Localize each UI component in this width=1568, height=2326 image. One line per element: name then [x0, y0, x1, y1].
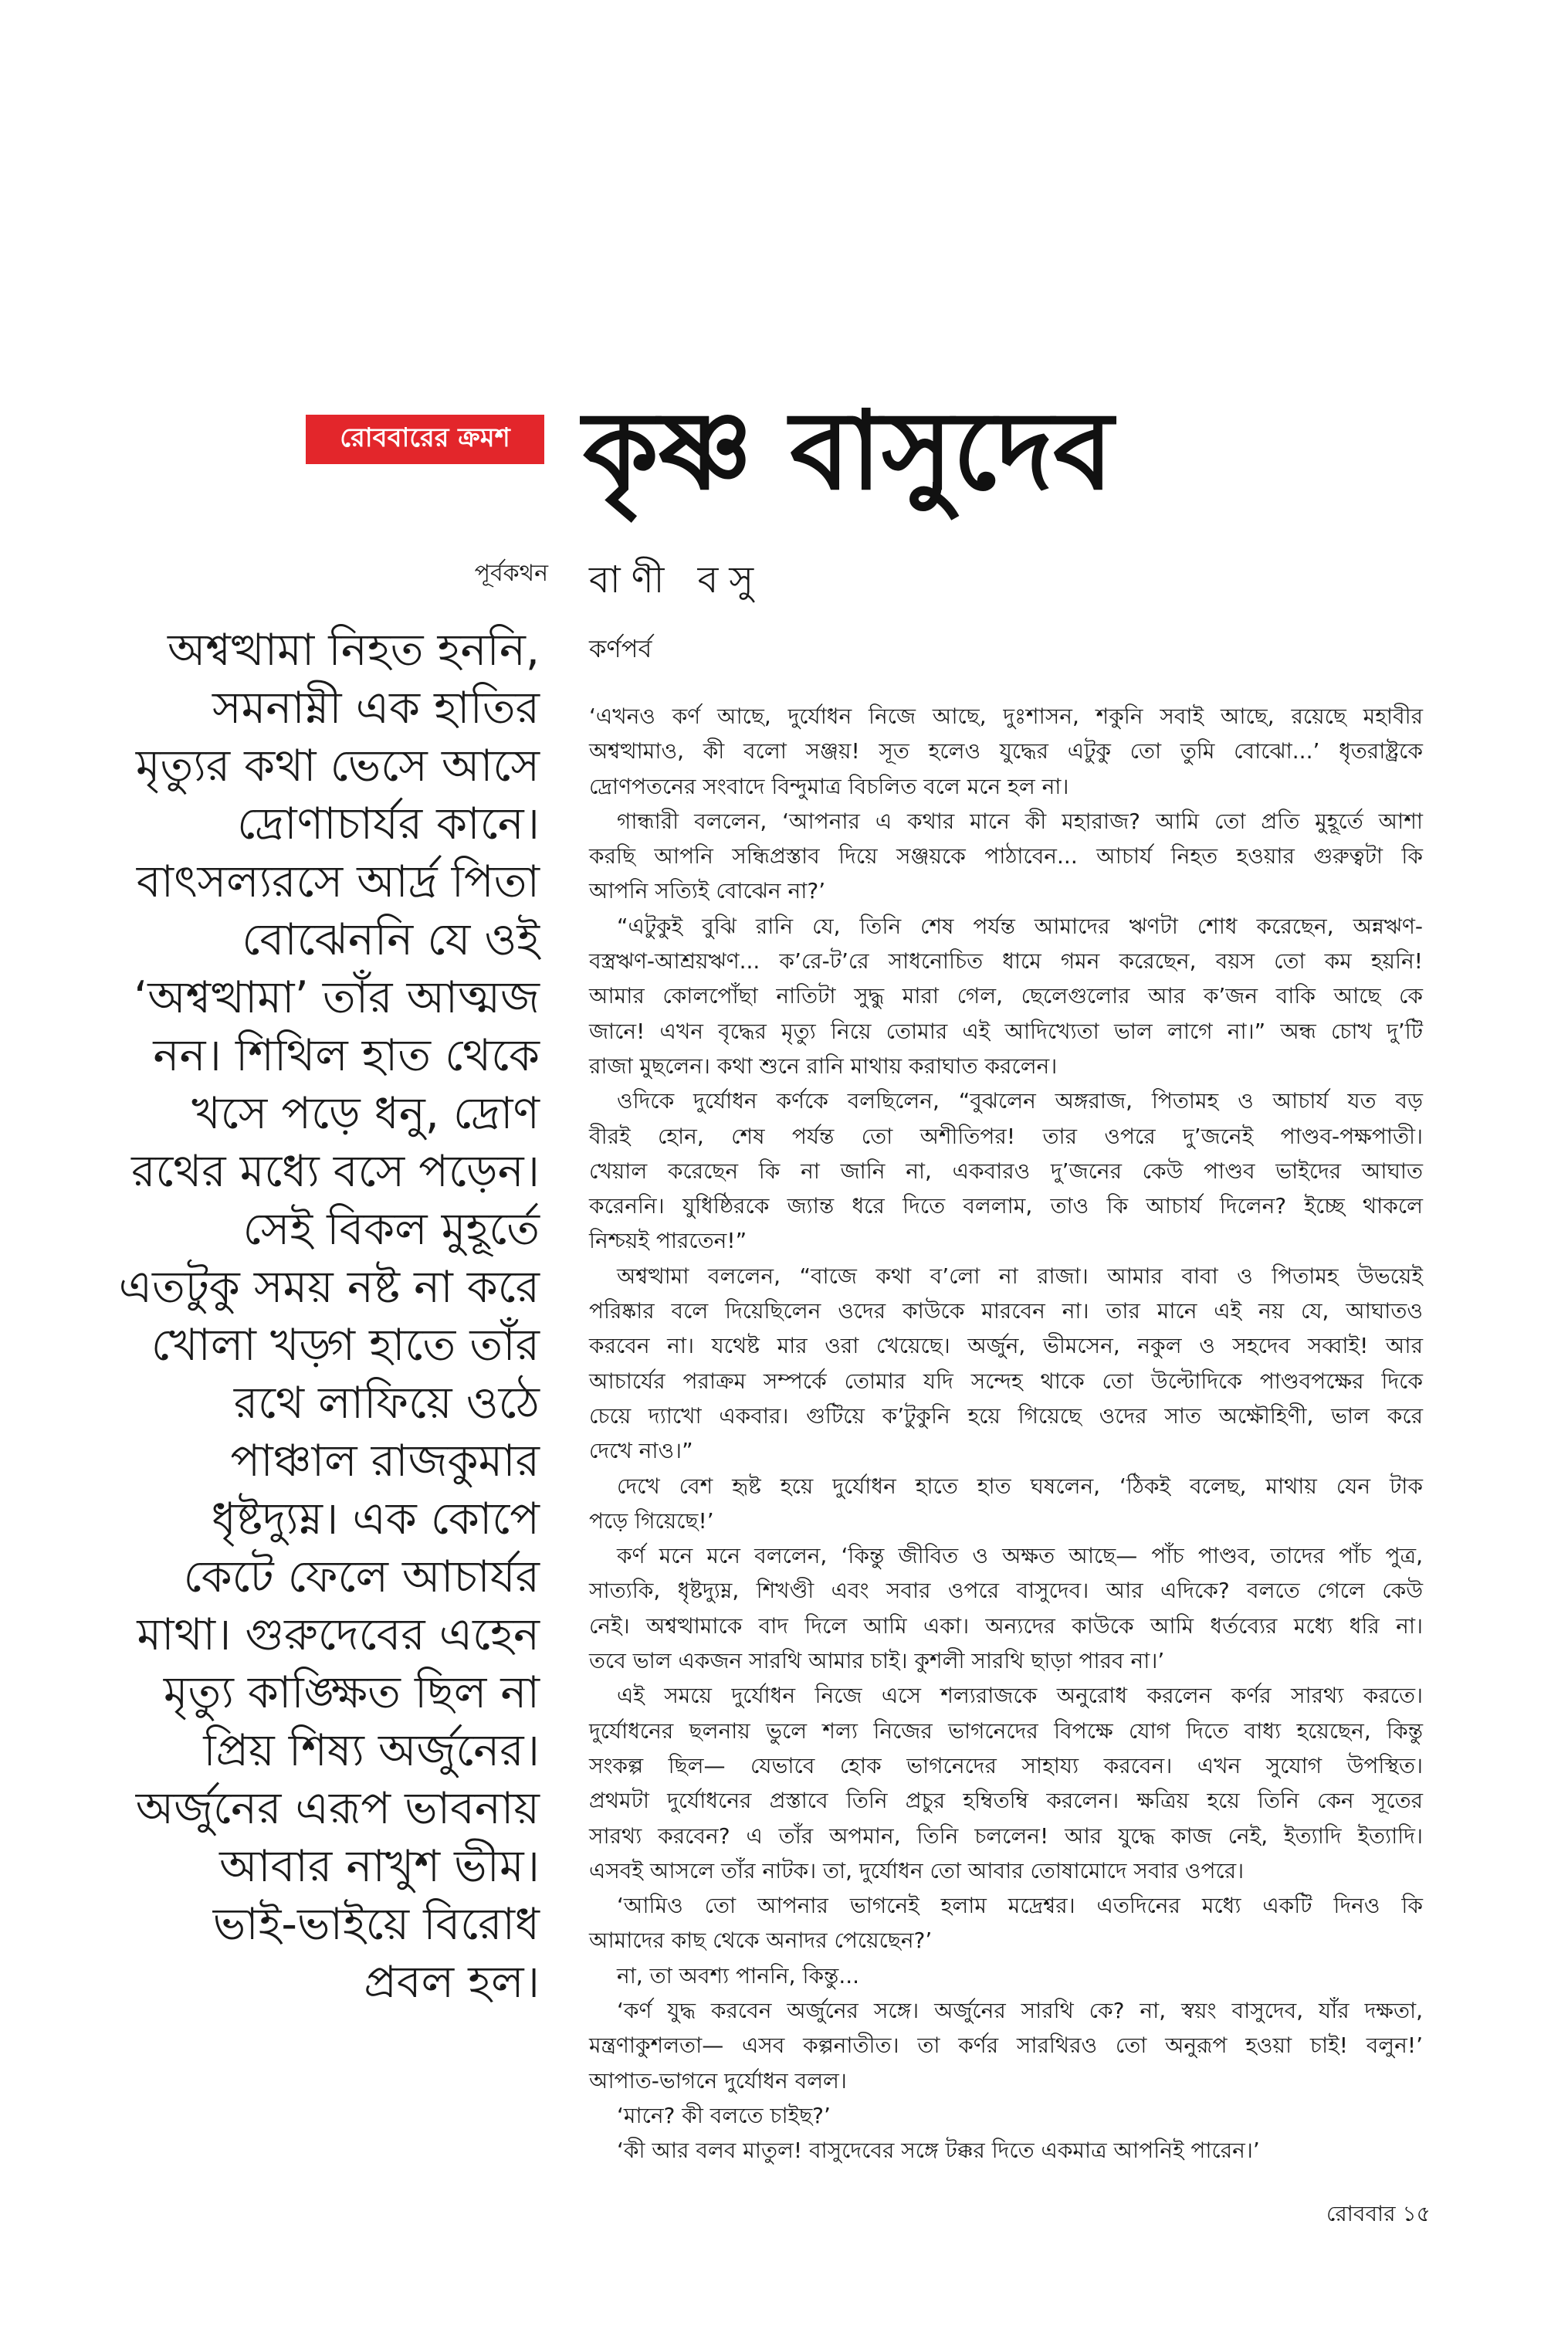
- paragraph: [589, 1469, 1423, 1539]
- pull-quote-line: এতটুকু সময় নষ্ট না করে: [118, 1262, 540, 1313]
- pull-quote-line: প্রবল হল।: [364, 1957, 540, 2008]
- text-line: ‘কী আর বলব মাতুল! বাসুদেবের সঙ্গে টক্কর দিতে একমাত্র আপনিই পারেন।’: [617, 2138, 1260, 2164]
- text-line: আমাদের কাছ থেকে অনাদর পেয়েছেন?’: [589, 1928, 933, 1954]
- page-folio: রোববার ১৫: [1326, 2201, 1431, 2226]
- text-line: অশ্বত্থামা বললেন, “বাজে কথা ব’লো না রাজা। আমার বাবা ও পিতামহ উভয়েই: [617, 1263, 1423, 1289]
- text-line: করেননি। যুধিষ্ঠিরকে জ্যান্ত ধরে দিতে বললাম, তাও কি আচার্য দিলেন? ইচ্ছে থাকলে: [589, 1193, 1423, 1219]
- text-line: বস্ত্রঋণ-আশ্রয়ঋণ... ক’রে-ট’রে সাধনোচিত ধামে গমন করেছেন, বয়স তো কম হয়নি!: [589, 948, 1423, 975]
- pull-quote-line: সেই বিকল মুহূর্তে: [242, 1204, 540, 1255]
- text-line: সাত্যকি, ধৃষ্টদ্যুম্ন, শিখণ্ডী এবং সবার ওপরে বাসুদেব। আর এদিকে? বলতে গেলে কেউ: [589, 1578, 1423, 1604]
- text-line: ‘আমিও তো আপনার ভাগনেই হলাম মদ্রেশ্বর। এতদিনের মধ্যে একটি দিনও কি: [617, 1893, 1423, 1919]
- paragraph: [589, 2098, 1423, 2133]
- text-line: এসবই আসলে তাঁর নাটক। তা, দুর্যোধন তো আবার তোষামোদে সবার ওপরে।: [589, 1857, 1245, 1884]
- text-line: দেখে বেশ হৃষ্ট হয়ে দুর্যোধন হাতে হাত ঘষলেন, ‘ঠিকই বলেছ, মাথায় যেন টাক: [617, 1473, 1423, 1499]
- pull-quote-line: বোঝেননি যে ওই: [242, 914, 540, 965]
- text-line: সারথ্য করবেন? এ তাঁর অপমান, তিনি চললেন! আর যুদ্ধে কাজ নেই, ইত্যাদি ইত্যাদি।: [589, 1822, 1423, 1849]
- paragraph: [589, 1958, 1423, 1993]
- text-line: আচার্যের পরাক্রম সম্পর্কে তোমার যদি সন্দেহ থাকে তো উল্টোদিকে পাণ্ডবপক্ষের দিকে: [589, 1368, 1423, 1394]
- text-line: ‘কর্ণ যুদ্ধ করবেন অর্জুনের সঙ্গে। অর্জুনের সারথি কে? না, স্বয়ং বাসুদেব, যাঁর দক্ষতা,: [617, 1997, 1423, 2023]
- text-line: কর্ণ মনে মনে বললেন, ‘কিন্তু জীবিত ও অক্ষত আছে— পাঁচ পাণ্ডব, তাদের পাঁচ পুত্র,: [617, 1543, 1423, 1569]
- pull-quote-line: খসে পড়ে ধনু, দ্রোণ: [191, 1088, 540, 1139]
- pull-quote-line: মৃত্যুর কথা ভেসে আসে: [135, 741, 540, 792]
- pull-quote: [107, 622, 540, 2012]
- text-line: অশ্বত্থামাও, কী বলো সঞ্জয়! সূত হলেও যুদ্ধের এটুকু তো তুমি বোঝো...’ ধৃতরাষ্ট্রকে: [589, 738, 1423, 765]
- text-line: গান্ধারী বললেন, ‘আপনার এ কথার মানে কী মহারাজ? আমি তো প্রতি মুহূর্তে আশা: [617, 808, 1423, 834]
- text-line: জানে! এখন বৃদ্ধের মৃত্যু নিয়ে তোমার এই আদিখ্যেতা ভাল লাগে না।” অন্ধ চোখ দু’টি: [589, 1018, 1423, 1044]
- pull-quote-line: রথের মধ্যে বসে পড়েন।: [131, 1146, 540, 1197]
- text-line: করছি আপনি সন্ধিপ্রস্তাব দিয়ে সঞ্জয়কে পাঠাবেন... আচার্য নিহত হওয়ার গুরুত্বটা কি: [589, 843, 1423, 870]
- pull-quote-line: বাৎসল্যরসে আর্দ্র পিতা: [136, 856, 540, 907]
- text-line: আমার কোলপোঁছা নাতিটা সুদ্ধু মারা গেল, ছেলেগুলোর আর ক’জন বাকি আছে কে: [589, 983, 1423, 1009]
- text-line: দুর্যোধনের ছলনায় ভুলে শল্য নিজের ভাগনেদের বিপক্ষে যোগ দিতে বাধ্য হয়েছেন, কিন্তু: [589, 1717, 1423, 1744]
- pull-quote-line: পাঞ্চাল রাজকুমার: [230, 1436, 540, 1487]
- pull-quote-line: নন। শিথিল হাত থেকে: [153, 1030, 540, 1081]
- paragraph: [589, 1083, 1423, 1258]
- pull-quote-line: ‘অশ্বত্থামা’ তাঁর আত্মজ: [134, 972, 540, 1023]
- paragraph: [589, 699, 1423, 804]
- pull-quote-line: প্রিয় শিষ্য অর্জুনের।: [203, 1725, 540, 1776]
- pull-quote-line: অর্জুনের এরূপ ভাবনায়: [135, 1783, 540, 1834]
- text-line: সংকল্প ছিল— যেভাবে হোক ভাগনেদের সাহায্য করবেন। এখন সুযোগ উপস্থিত।: [589, 1752, 1423, 1778]
- pull-quote-line: আবার নাখুশ ভীম।: [219, 1841, 540, 1892]
- text-line: খেয়াল করেছেন কি না জানি না, একবারও দু’জনের কেউ পাণ্ডব ভাইদের আঘাত: [589, 1158, 1423, 1184]
- pull-quote-line: মৃত্যু কাঙ্ক্ষিত ছিল না: [163, 1667, 540, 1718]
- paragraph: [589, 1259, 1423, 1469]
- text-line: করবেন না। যথেষ্ট মার ওরা খেয়েছে। অর্জুন, ভীমসেন, নকুল ও সহদেব সব্বাই! আর: [589, 1333, 1423, 1359]
- pull-quote-line: খোলা খড়্গ হাতে তাঁর: [151, 1320, 540, 1371]
- text-line: তবে ভাল একজন সারথি আমার চাই। কুশলী সারথি ছাড়া পারব না।’: [589, 1648, 1165, 1674]
- text-line: চেয়ে দ্যাখো একবার। গুটিয়ে ক’টুকুনি হয়ে গিয়েছে ওদের সাত অক্ষৌহিণী, ভাল করে: [589, 1402, 1423, 1429]
- text-line: বীরই হোন, শেষ পর্যন্ত তো অশীতিপর! তার ওপরে দু’জনেই পাণ্ডব-পক্ষপাতী।: [589, 1123, 1423, 1149]
- paragraph: [589, 909, 1423, 1083]
- paragraph: [589, 804, 1423, 909]
- text-line: মন্ত্রণাকুশলতা— এসব কল্পনাতীত। তা কর্ণর সারথিরও তো অনুরূপ হওয়া চাই! বলুন!’: [589, 2033, 1423, 2059]
- paragraph: [589, 1993, 1423, 2098]
- text-line: নিশ্চয়ই পারতেন!”: [589, 1228, 747, 1254]
- text-line: পড়ে গিয়েছে!’: [589, 1507, 714, 1534]
- paragraph: [589, 1888, 1423, 1958]
- article-body: [589, 699, 1423, 2168]
- pull-quote-line: ভাই-ভাইয়ে বিরোধ: [212, 1899, 540, 1950]
- text-line: “এটুকুই বুঝি রানি যে, তিনি শেষ পর্যন্ত আমাদের ঋণটা শোধ করেছেন, অন্নঋণ-: [617, 913, 1423, 939]
- previously-label: পূর্বকথন: [474, 560, 548, 587]
- text-line: রাজা মুছলেন। কথা শুনে রানি মাথায় করাঘাত করলেন।: [589, 1053, 1058, 1079]
- text-line: আপাত-ভাগনে দুর্যোধন বলল।: [589, 2067, 847, 2094]
- paragraph: [589, 2133, 1423, 2168]
- text-line: ওদিকে দুর্যোধন কর্ণকে বলছিলেন, “বুঝলেন অঙ্গরাজ, পিতামহ ও আচার্য যত বড়: [617, 1088, 1423, 1114]
- text-line: প্রথমটা দুর্যোধনের প্রস্তাবে তিনি প্রচুর হম্বিতম্বি করলেন। ক্ষত্রিয় হয়ে তিনি কেন সূতের: [589, 1788, 1423, 1814]
- pull-quote-line: কেটে ফেলে আচার্যর: [183, 1551, 540, 1602]
- text-line: পরিষ্কার বলে দিয়েছিলেন ওদের কাউকে মারবেন না। তার মানে এই নয় যে, আঘাতও: [589, 1298, 1423, 1324]
- author-name: বাণী বসু: [589, 558, 765, 602]
- pull-quote-line: দ্রোণাচার্যর কানে।: [237, 799, 540, 849]
- section-heading: কর্ণপর্ব: [589, 634, 652, 663]
- pull-quote-line: ধৃষ্টদ্যুম্ন। এক কোপে: [211, 1494, 540, 1544]
- text-line: ‘এখনও কর্ণ আছে, দুর্যোধন নিজে আছে, দুঃশাসন, শকুনি সবাই আছে, রয়েছে মহাবীর: [589, 704, 1423, 729]
- page-title: কৃষ্ণ বাসুদেব: [583, 388, 1114, 514]
- text-line: না, তা অবশ্য পাননি, কিন্তু...: [617, 1962, 860, 1989]
- text-line: আপনি সত্যিই বোঝেন না?’: [589, 878, 826, 904]
- paragraph: [589, 1678, 1423, 1888]
- pull-quote-line: সমনাম্নী এক হাতির: [212, 683, 540, 734]
- text-line: দেখে নাও।”: [589, 1438, 693, 1464]
- series-label: রোববারের ক্রমশ: [306, 415, 544, 464]
- text-line: এই সময়ে দুর্যোধন নিজে এসে শল্যরাজকে অনুরোধ করলেন কর্ণর সারথ্য করতে।: [617, 1683, 1423, 1709]
- pull-quote-line: রথে লাফিয়ে ওঠে: [233, 1378, 540, 1429]
- text-line: দ্রোণপতনের সংবাদে বিন্দুমাত্র বিচলিত বলে মনে হল না।: [589, 773, 1069, 799]
- pull-quote-line: অশ্বত্থামা নিহত হননি,: [168, 625, 540, 676]
- paragraph: [589, 1538, 1423, 1678]
- text-line: ‘মানে? কী বলতে চাইছ?’: [617, 2102, 831, 2128]
- text-line: নেই। অশ্বত্থামাকে বাদ দিলে আমি একা। অন্যদের কাউকে আমি ধর্তব্যের মধ্যে ধরি না।: [589, 1612, 1423, 1639]
- pull-quote-line: মাথা। গুরুদেবের এহেন: [137, 1609, 540, 1660]
